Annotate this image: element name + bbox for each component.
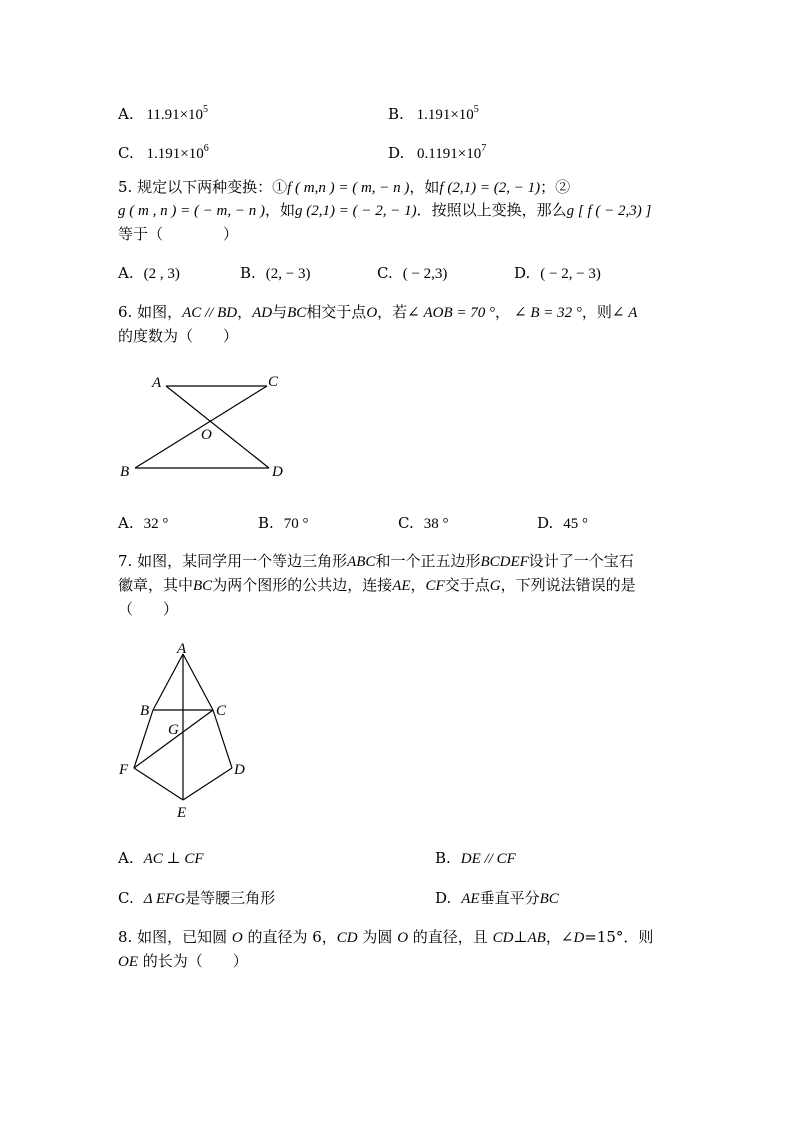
option-letter: B.	[240, 264, 256, 282]
q7-text: ，	[410, 576, 426, 594]
q6-line-2	[118, 327, 238, 345]
option-letter: A.	[118, 105, 134, 123]
option-value: (2, − 3)	[265, 266, 311, 282]
q7-segment-ae: AE	[392, 578, 411, 594]
option-letter: D.	[388, 144, 405, 162]
q5-option-a	[118, 264, 180, 283]
label-d: D	[234, 762, 245, 778]
option-text: 是等腰三角形	[185, 889, 276, 907]
q8-text: 的直径，且	[408, 928, 493, 946]
segment-ad	[166, 386, 269, 468]
segment-ac	[183, 654, 213, 710]
q7-option-b	[435, 849, 516, 868]
q7-question-end: （ ）	[118, 600, 179, 618]
option-expression: Δ EFG	[143, 891, 186, 907]
q8-line-2	[118, 952, 248, 971]
q5-f-example: f (2,1) = (2, − 1)	[439, 180, 541, 196]
q8-text: 8. 如图，已知圆	[118, 928, 232, 946]
q8-text: ，∠	[545, 928, 574, 946]
label-o: O	[201, 427, 212, 443]
q6-text: ，若	[377, 303, 408, 321]
q5-text: ．按照以上变换，那么	[416, 201, 567, 219]
q5-composite-expression: g [ f ( − 2,3) ]	[566, 203, 652, 219]
q5-text: ；②	[540, 178, 571, 196]
q8-point-o: O	[231, 930, 243, 946]
q6-question-end: 的度数为（ ）	[118, 327, 239, 345]
q6-text: ，	[237, 303, 253, 321]
q8-segment-cd: CD	[336, 930, 358, 946]
q5-text: ，如	[265, 201, 296, 219]
option-letter: B.	[435, 849, 451, 867]
q7-text: 为两个图形的公共边，连接	[212, 576, 393, 594]
q5-g-example: g (2,1) = ( − 2, − 1)	[295, 203, 417, 219]
q4-option-a	[118, 101, 208, 124]
q6-option-b	[258, 514, 309, 533]
q6-option-c	[398, 514, 448, 533]
option-letter: C.	[398, 514, 414, 532]
option-text: 垂直平分	[479, 889, 540, 907]
option-exponent: 6	[203, 143, 209, 154]
option-letter: A.	[118, 849, 134, 867]
q7-triangle-abc: ABC	[347, 554, 376, 570]
q5-question-end: 等于（ ）	[118, 225, 239, 243]
q6-line-1	[118, 303, 637, 322]
q5-line-1	[118, 178, 570, 197]
q8-question-end: 的长为（ ）	[138, 952, 248, 970]
q6-figure	[110, 368, 300, 483]
q7-text: 7. 如图，某同学用一个等边三角形	[118, 552, 348, 570]
label-b: B	[120, 464, 130, 480]
segment-ab	[153, 654, 183, 710]
q7-text: 设计了一个宝石	[528, 552, 634, 570]
q8-segment-oe: OE	[118, 954, 138, 970]
q4-option-c	[118, 140, 209, 163]
option-value: 70 °	[283, 516, 309, 532]
q8-angle-d: D	[573, 930, 585, 946]
q5-text: 5. 规定以下两种变换：①	[118, 178, 288, 196]
q4-option-d	[388, 140, 486, 163]
q7-text: 和一个正五边形	[375, 552, 481, 570]
option-value: 45 °	[563, 516, 589, 532]
option-value: ( − 2,3)	[402, 266, 448, 282]
q6-parallel-expression: AC // BD	[182, 305, 238, 321]
q7-segment-cf: CF	[425, 578, 445, 594]
option-letter: B.	[258, 514, 274, 532]
label-e: E	[177, 805, 187, 821]
option-value: 0.1191×10	[417, 146, 482, 162]
option-letter: A.	[118, 514, 134, 532]
option-letter: C.	[377, 264, 393, 282]
q8-perpendicular-expression: CD⊥AB	[492, 930, 546, 946]
q5-line-3	[118, 225, 238, 243]
q4-option-b	[388, 101, 479, 124]
q7-line-1	[118, 552, 634, 571]
q5-f-definition: f ( m,n ) = ( m, − n )	[287, 180, 410, 196]
q7-pentagon-bcdef: BCDEF	[480, 554, 529, 570]
q6-option-a	[118, 514, 168, 533]
q7-segment-bc: BC	[193, 578, 213, 594]
option-exponent: 5	[203, 104, 209, 115]
option-expression: AE	[461, 891, 480, 907]
option-letter: B.	[388, 105, 404, 123]
q8-text: =15°．则	[584, 928, 654, 946]
option-value: ( − 2, − 3)	[540, 266, 601, 282]
option-value: 32 °	[143, 516, 169, 532]
label-c: C	[216, 703, 227, 719]
q6-text: ，	[495, 303, 511, 321]
q8-point-o: O	[397, 930, 409, 946]
option-letter: C.	[118, 144, 134, 162]
q8-line-1	[118, 928, 653, 947]
q5-option-d	[514, 264, 601, 283]
option-value: 1.191×10	[416, 107, 474, 123]
segment-ed	[183, 768, 232, 800]
option-value: (2 , 3)	[143, 266, 180, 282]
label-c: C	[268, 374, 279, 390]
q7-line-3	[118, 600, 178, 618]
q5-option-c	[377, 264, 447, 283]
option-letter: C.	[118, 889, 134, 907]
q5-text: ，如	[409, 178, 440, 196]
q6-segment-bc: BC	[287, 305, 307, 321]
q8-text: 的直径为 6，	[242, 928, 337, 946]
q6-angle-aob: ∠ AOB = 70 °	[407, 305, 496, 321]
q6-segment-ad: AD	[252, 305, 273, 321]
segment-fe	[134, 768, 183, 800]
option-value: 38 °	[423, 516, 449, 532]
q7-point-g: G	[489, 578, 501, 594]
option-expression: BC	[539, 891, 559, 907]
option-exponent: 7	[481, 143, 487, 154]
q7-text: 徽章，其中	[118, 576, 194, 594]
q5-option-b	[240, 264, 311, 283]
option-letter: A.	[118, 264, 134, 282]
q7-figure	[110, 638, 260, 823]
option-value: 1.191×10	[146, 146, 204, 162]
q7-option-d	[435, 889, 559, 908]
q6-text: 6. 如图，	[118, 303, 183, 321]
q6-angle-a: ∠ A	[611, 305, 638, 321]
option-letter: D.	[514, 264, 531, 282]
q6-option-d	[537, 514, 588, 533]
q6-text: 相交于点	[306, 303, 367, 321]
q5-g-definition: g ( m , n ) = ( − m, − n )	[118, 203, 266, 219]
option-exponent: 5	[473, 104, 479, 115]
q6-text: ，则	[581, 303, 612, 321]
option-expression: DE // CF	[460, 851, 516, 867]
option-value: 11.91×10	[146, 107, 204, 123]
label-a: A	[152, 375, 162, 391]
q6-angle-b: ∠ B = 32 °	[514, 305, 582, 321]
q7-text: ，下列说法错误的是	[500, 576, 636, 594]
option-letter: D.	[435, 889, 452, 907]
label-d: D	[272, 464, 283, 480]
label-b: B	[140, 703, 150, 719]
q8-text: 为圆	[357, 928, 398, 946]
option-letter: D.	[537, 514, 554, 532]
q7-option-c	[118, 889, 275, 908]
q7-option-a	[118, 849, 204, 868]
option-expression: AC ⊥ CF	[143, 851, 204, 867]
q6-point-o: O	[366, 305, 378, 321]
q6-text: 与	[272, 303, 288, 321]
label-f: F	[119, 762, 129, 778]
label-g: G	[168, 722, 179, 738]
q7-line-2	[118, 576, 636, 595]
label-a: A	[177, 641, 187, 657]
q5-line-2	[118, 201, 651, 220]
q7-text: 交于点	[444, 576, 490, 594]
